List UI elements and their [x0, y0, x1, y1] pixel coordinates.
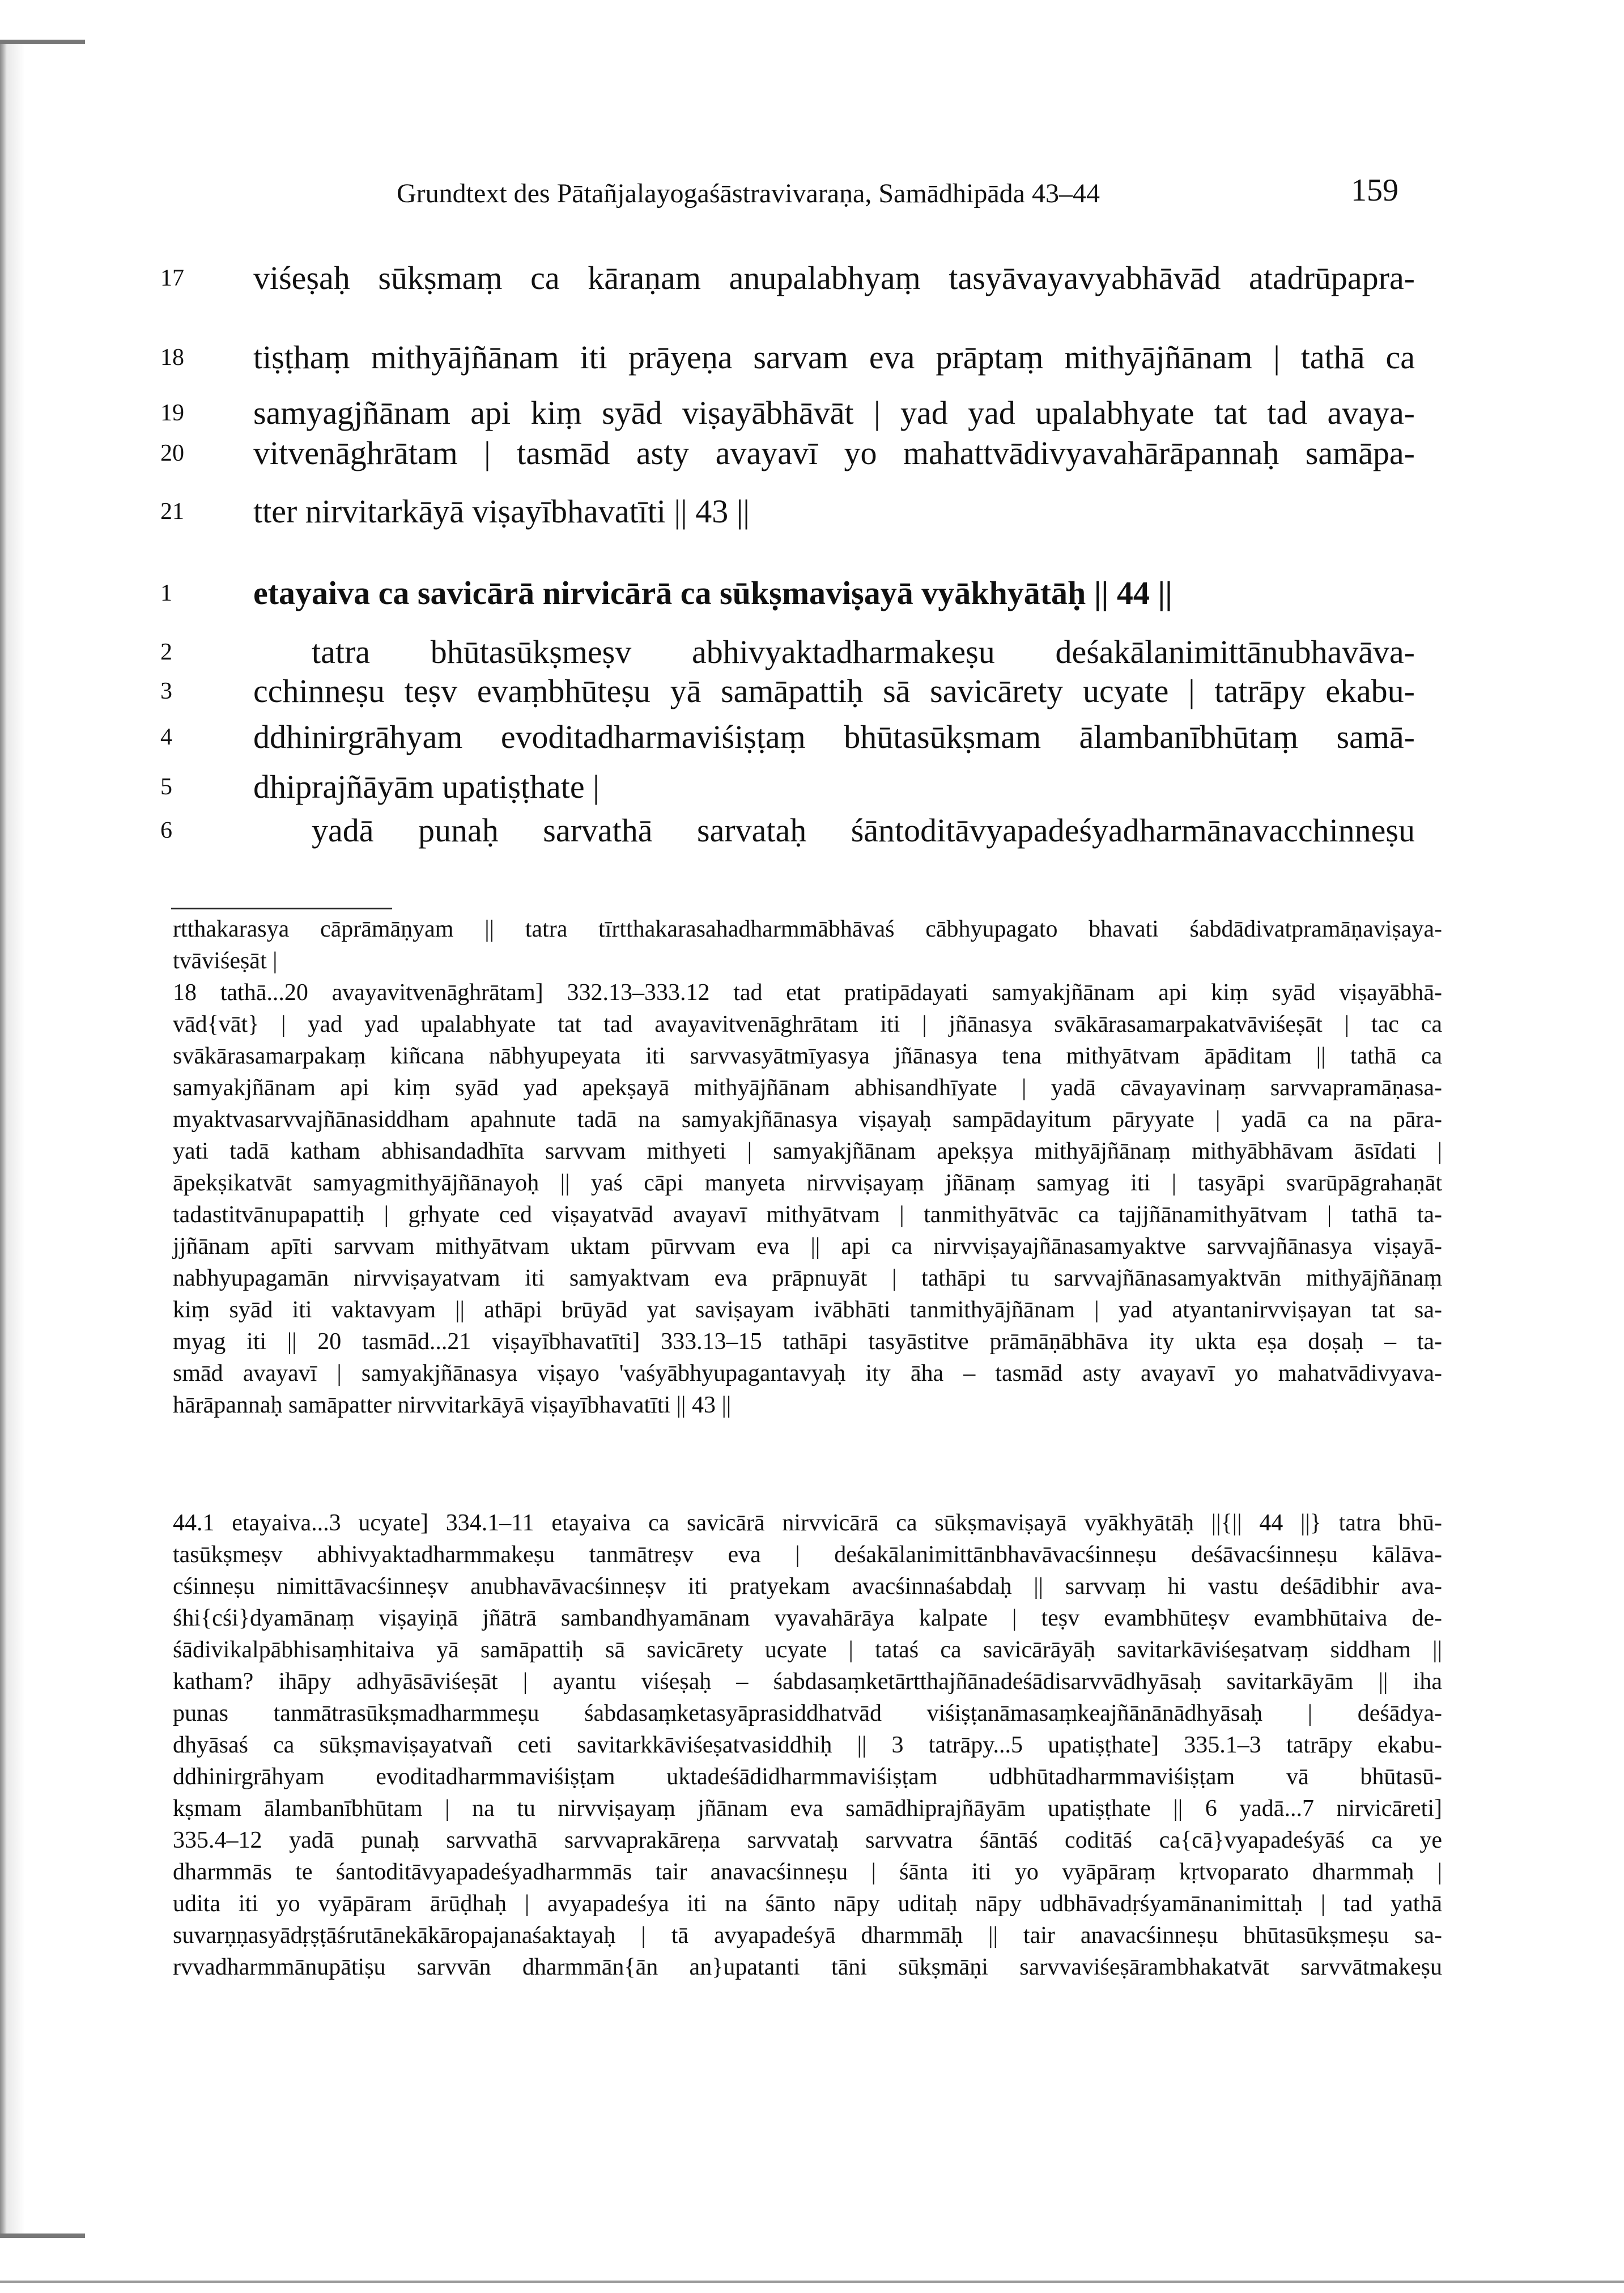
- apparatus-line: katham? ihāpy adhyāsāviśeṣāt | ayantu viśeṣaḥ – śabdasaṃketārtthajñānadeśādisarvvādhyāsaḥ savitarkāyām || iha: [173, 1669, 1442, 1695]
- apparatus-line: 18 tathā...20 avayavitvenāghrātam] 332.13–333.12 tad etat pratipādayati samyakjñānam api kiṃ syād viṣayābhā-: [173, 980, 1442, 1006]
- apparatus-line: tadastitvānupapattiḥ | gṛhyate ced viṣayatvād avayavī mithyātvam | tanmithyātvāc ca tajjñānamithyātvam | tathā ta-: [173, 1202, 1442, 1228]
- apparatus-line: myag iti || 20 tasmād...21 viṣayībhavatīti] 333.13–15 tathāpi tasyāstitve prāmāṇābhāva ity ukta eṣa doṣaḥ – ta-: [173, 1329, 1442, 1355]
- text-line: ddhinirgrāhyam evoditadharmaviśiṣṭaṃ bhūtasūkṣmam ālambanībhūtaṃ samā-: [253, 718, 1415, 755]
- apparatus-line: ddhinirgrāhyam evoditadharmmaviśiṣṭam uktadeśādidharmmaviśiṣṭam udbhūtadharmmaviśiṣṭam vā bhūtasū-: [173, 1764, 1442, 1790]
- line-number: 5: [160, 774, 172, 800]
- apparatus-line: nabhyupagamān nirvviṣayatvam iti samyaktvam eva prāpnuyāt | tathāpi tu sarvvajñānasamyaktvān mithyājñānaṃ: [173, 1265, 1442, 1291]
- text-line: cchinneṣu teṣv evaṃbhūteṣu yā samāpattiḥ sā savicārety ucyate | tatrāpy ekabu-: [253, 673, 1415, 709]
- text-line: vitvenāghrātam | tasmād asty avayavī yo mahattvādivyavahārāpannaḥ samāpa-: [253, 435, 1415, 471]
- apparatus-line: yati tadā katham abhisandadhīta sarvvam mithyeti | samyakjñānam apekṣya mithyājñānaṃ mithyābhāvam āsīdati |: [173, 1138, 1442, 1164]
- apparatus-line: tasūkṣmeṣv abhivyaktadharmmakeṣu tanmātreṣv eva | deśakālanimittānbhavāvacśinneṣu deśāvacśinneṣu kālāva-: [173, 1542, 1442, 1568]
- apparatus-line: kṣmam ālambanībhūtam | na tu nirvviṣayaṃ jñānam eva samādhiprajñāyām upatiṣṭhate || 6 yadā...7 nirvicāreti]: [173, 1796, 1442, 1822]
- apparatus-line: smād avayavī | samyakjñānasya viṣayo 'vaśyābhyupagantavyaḥ ity āha – tasmād asty avayavī yo mahatvādivyava-: [173, 1360, 1442, 1386]
- line-number: 19: [160, 400, 184, 426]
- line-number: 4: [160, 724, 172, 750]
- running-head: Grundtext des Pātañjalayogaśāstravivaraṇa, Samādhipāda 43–44: [397, 178, 1100, 209]
- line-number: 17: [160, 265, 184, 291]
- page-bottom-edge: [0, 2281, 1624, 2283]
- apparatus-line: 335.4–12 yadā punaḥ sarvvathā sarvvaprakāreṇa sarvvataḥ sarvvatra śāntāś coditāś ca{cā}vyapadeśyāś ca ye: [173, 1827, 1442, 1853]
- text-line: viśeṣaḥ sūkṣmaṃ ca kāraṇam anupalabhyaṃ tasyāvayavyabhāvād atadrūpapra-: [253, 259, 1415, 296]
- page-number: 159: [1351, 173, 1398, 208]
- line-number: 20: [160, 440, 184, 466]
- line-number: 1: [160, 580, 172, 606]
- apparatus-line: suvarṇṇasyādṛṣṭāśrutānekākāropajanaśaktayaḥ | tā avyapadeśyā dharmmāḥ || tair anavacśinneṣu bhūtasūkṣmeṣu sa-: [173, 1922, 1442, 1949]
- sutra-line: etayaiva ca savicārā nirvicārā ca sūkṣmaviṣayā vyākhyātāḥ || 44 ||: [253, 575, 1172, 611]
- apparatus-line: 44.1 etayaiva...3 ucyate] 334.1–11 etayaiva ca savicārā nirvvicārā ca sūkṣmaviṣayā vyākhyātāḥ ||{|| 44 ||} tatra bhū-: [173, 1510, 1442, 1536]
- apparatus-line: dharmmās te śantoditāvyapadeśyadharmmās tair anavacśinneṣu | śānta iti yo vyāpāraṃ kṛtvoparato dharmmaḥ |: [173, 1859, 1442, 1885]
- apparatus-line: vād{vāt} | yad yad upalabhyate tat tad avayavitvenāghrātam iti | jñānasya svākārasamarpakatvāviśeṣāt | tac ca: [173, 1011, 1442, 1037]
- apparatus-line: punas tanmātrasūkṣmadharmmeṣu śabdasaṃketasyāprasiddhatvād viśiṣṭanāmasaṃkeajñānānādhyāsaḥ | deśādya-: [173, 1700, 1442, 1726]
- line-number: 3: [160, 678, 172, 704]
- apparatus-line: śādivikalpābhisaṃhitaiva yā samāpattiḥ sā savicārety ucyate | tataś ca savicārāyāḥ savitarkāviśeṣatvaṃ siddham ||: [173, 1637, 1442, 1663]
- line-number: 6: [160, 818, 172, 844]
- line-number: 21: [160, 499, 184, 525]
- apparatus-line: rtthakarasya cāprāmāṇyam || tatra tīrtthakarasahadharmmābhāvaś cābhyupagato bhavati śabdādivatpramāṇaviṣaya-: [173, 916, 1442, 942]
- apparatus-line: jjñānam apīti sarvvam mithyātvam uktam pūrvvam eva || api ca nirvviṣayajñānasamyaktve sarvvajñānasya viṣayā-: [173, 1233, 1442, 1260]
- apparatus-line: samyakjñānam api kiṃ syād yad apekṣayā mithyājñānam abhisandhīyate | yadā cāvayavinaṃ sarvvapramāṇasa-: [173, 1075, 1442, 1101]
- footnote-separator: [171, 908, 392, 909]
- apparatus-line: myaktvasarvvajñānasiddham apahnute tadā na samyakjñānasya viṣayaḥ sampādayitum pāryyate | yadā ca na pāra-: [173, 1107, 1442, 1133]
- text-line: tatra bhūtasūkṣmeṣv abhivyaktadharmakeṣu deśakālanimittānubhavāva-: [312, 633, 1415, 670]
- line-number: 2: [160, 639, 172, 665]
- text-line: dhiprajñāyām upatiṣṭhate |: [253, 768, 600, 805]
- text-line: tiṣṭhaṃ mithyājñānam iti prāyeṇa sarvam eva prāptaṃ mithyājñānam | tathā ca: [253, 339, 1415, 376]
- line-number: 18: [160, 344, 184, 371]
- apparatus-line: āpekṣikatvāt samyagmithyājñānayoḥ || yaś cāpi manyeta nirvviṣayaṃ jñānaṃ samyag iti | tasyāpi svarūpāgrahaṇāt: [173, 1170, 1442, 1196]
- apparatus-line: śhi{cśi}dyamānaṃ viṣayiṇā jñātrā sambandhyamānam vyavahārāya kalpate | teṣv evambhūteṣv evambhūtaiva de-: [173, 1605, 1442, 1631]
- apparatus-line: cśinneṣu nimittāvacśinneṣv anubhavāvacśinneṣv iti pratyekam avacśinnaśabdaḥ || sarvvaṃ hi vastu deśādibhir ava-: [173, 1573, 1442, 1599]
- text-line: yadā punaḥ sarvathā sarvataḥ śāntoditāvyapadeśyadharmānavacchinneṣu: [312, 812, 1415, 849]
- apparatus-line: tvāviśeṣāt |: [173, 948, 278, 974]
- apparatus-line: svākārasamarpakaṃ kiñcana nābhyupeyata iti sarvvasyātmīyasya jñānasya tena mithyātvam āpāditam || tathā ca: [173, 1043, 1442, 1069]
- text-line: samyagjñānam api kiṃ syād viṣayābhāvāt | yad yad upalabhyate tat tad avaya-: [253, 394, 1415, 431]
- apparatus-line: dhyāsaś ca sūkṣmaviṣayatvañ ceti savitarkkāviśeṣatvasiddhiḥ || 3 tatrāpy...5 upatiṣṭhate] 335.1–3 tatrāpy ekabu-: [173, 1732, 1442, 1758]
- apparatus-line: kiṃ syād iti vaktavyam || athāpi brūyād yat saviṣayam ivābhāti tanmithyājñānam | yad atyantanirvviṣayan tat sa-: [173, 1297, 1442, 1323]
- apparatus-line: hārāpannaḥ samāpatter nirvvitarkāyā viṣayībhavatīti || 43 ||: [173, 1392, 732, 1418]
- binding-edge-shadow: [0, 40, 25, 2238]
- apparatus-line: rvvadharmmānupātiṣu sarvvān dharmmān{ān an}upatanti tāni sūkṣmāṇi sarvvaviśeṣārambhakatvāt sarvvātmakeṣu: [173, 1954, 1442, 1980]
- text-line: tter nirvitarkāyā viṣayībhavatīti || 43 ||: [253, 493, 750, 530]
- apparatus-line: udita iti yo vyāpāram ārūḍhaḥ | avyapadeśya iti na śānto nāpy uditaḥ nāpy udbhāvadṛśyamānanimittaḥ | tad yathā: [173, 1891, 1442, 1917]
